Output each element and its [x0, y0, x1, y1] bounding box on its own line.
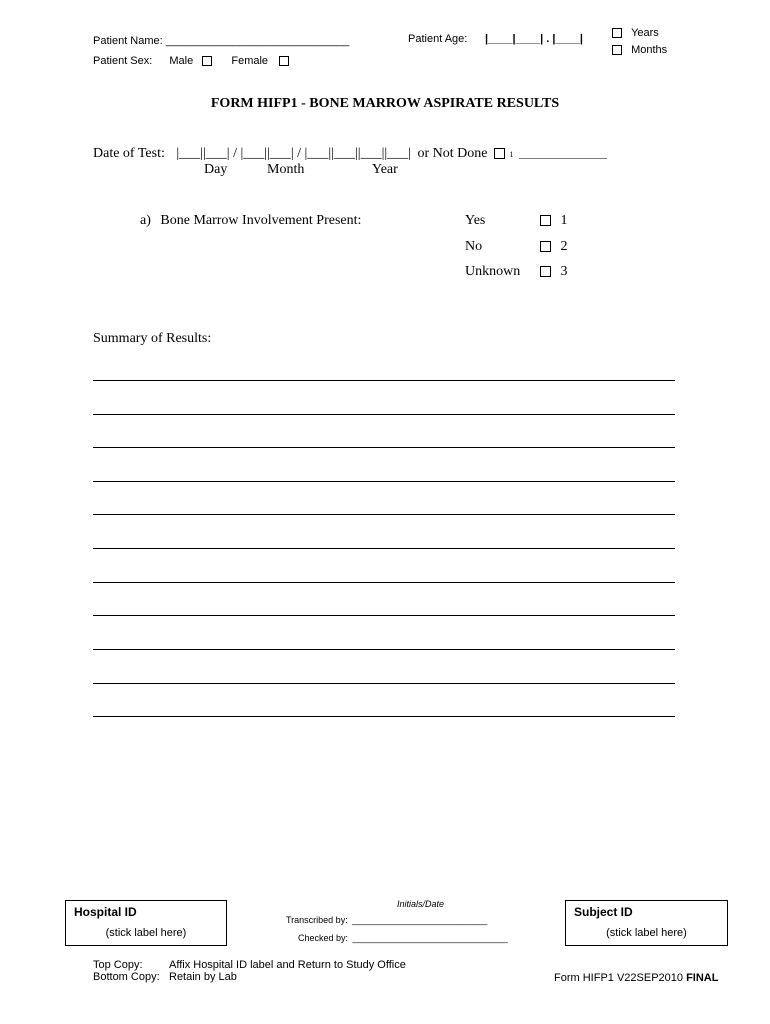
day-label: Day [204, 162, 228, 177]
checked-by-label: Checked by: [298, 933, 349, 943]
question-text: Bone Marrow Involvement Present: [160, 213, 362, 228]
option-no[interactable] [540, 239, 568, 255]
month-label: Month [267, 162, 305, 177]
not-done-reason-line[interactable]: ________________ [518, 148, 607, 160]
form-title: FORM HIFP1 - BONE MARROW ASPIRATE RESULTS [210, 96, 560, 111]
option-no-label: No [465, 239, 483, 254]
summary-line[interactable] [93, 683, 675, 684]
subject-id-sub: (stick label here) [606, 927, 687, 939]
years-checkbox[interactable] [612, 28, 622, 38]
summary-line[interactable] [93, 380, 675, 381]
patient-age-label: Patient Age: [408, 33, 468, 45]
option-yes-label: Yes [465, 213, 486, 228]
question-bone-marrow [140, 213, 361, 229]
date-field[interactable]: |___||___| / |___||___| / |___||___||___||___| [176, 146, 411, 161]
year-label: Year [372, 162, 398, 177]
years-option[interactable] [612, 27, 659, 39]
months-label: Months [631, 44, 668, 56]
option-yes[interactable] [540, 213, 568, 229]
option-no-code: 2 [560, 239, 568, 254]
years-label: Years [631, 27, 659, 39]
months-option[interactable] [612, 44, 667, 56]
subject-id-title: Subject ID [574, 905, 633, 919]
patient-name-field[interactable] [93, 35, 349, 47]
female-label: Female [231, 55, 269, 67]
checked-by-line[interactable]: _______________________________ [352, 933, 508, 943]
no-checkbox[interactable] [540, 241, 551, 252]
summary-line[interactable] [93, 615, 675, 616]
patient-sex-label: Patient Sex: [93, 55, 153, 67]
male-checkbox[interactable] [202, 56, 212, 66]
summary-line[interactable] [93, 514, 675, 515]
hospital-id-box[interactable] [65, 900, 227, 946]
female-checkbox[interactable] [279, 56, 289, 66]
transcribed-by-row [286, 915, 487, 925]
patient-age-field[interactable]: |____|____| . |____| [485, 33, 583, 45]
hospital-id-sub: (stick label here) [105, 927, 187, 939]
date-of-test-row [93, 146, 607, 162]
yes-checkbox[interactable] [540, 215, 551, 226]
option-yes-code: 1 [560, 213, 568, 228]
summary-line[interactable] [93, 414, 675, 415]
summary-line[interactable] [93, 548, 675, 549]
hospital-id-title: Hospital ID [74, 905, 137, 919]
form-version [554, 972, 718, 984]
or-not-done-label: or Not Done [417, 146, 488, 161]
summary-line[interactable] [93, 481, 675, 482]
summary-line[interactable] [93, 649, 675, 650]
unknown-checkbox[interactable] [540, 266, 551, 277]
date-label: Date of Test: [93, 146, 165, 161]
top-copy-text: Affix Hospital ID label and Return to Study Office [169, 959, 406, 971]
initials-date-label: Initials/Date [397, 899, 445, 909]
patient-sex-row [93, 55, 289, 67]
option-unknown-code: 3 [560, 264, 568, 279]
bottom-copy-text: Retain by Lab [169, 971, 237, 983]
transcribed-by-line[interactable]: ___________________________ [352, 915, 488, 925]
not-done-checkbox[interactable] [494, 148, 505, 159]
option-unknown[interactable] [540, 264, 568, 280]
transcribed-by-label: Transcribed by: [286, 915, 348, 925]
checked-by-row [298, 933, 508, 943]
patient-name-line[interactable]: ______________________________ [165, 35, 350, 47]
summary-line[interactable] [93, 716, 675, 717]
summary-line[interactable] [93, 582, 675, 583]
bottom-copy-label: Bottom Copy: [93, 971, 160, 983]
summary-line[interactable] [93, 447, 675, 448]
summary-label: Summary of Results: [93, 331, 212, 346]
form-status: FINAL [686, 972, 719, 984]
months-checkbox[interactable] [612, 45, 622, 55]
not-done-code: 1 [509, 150, 514, 159]
male-label: Male [169, 55, 194, 67]
question-letter: a) [140, 213, 151, 228]
subject-id-box[interactable] [565, 900, 728, 946]
top-copy-label: Top Copy: [93, 959, 143, 971]
patient-name-label: Patient Name: [93, 35, 163, 47]
option-unknown-label: Unknown [465, 264, 521, 279]
form-version-label: Form HIFP1 V22SEP2010 [554, 972, 684, 984]
